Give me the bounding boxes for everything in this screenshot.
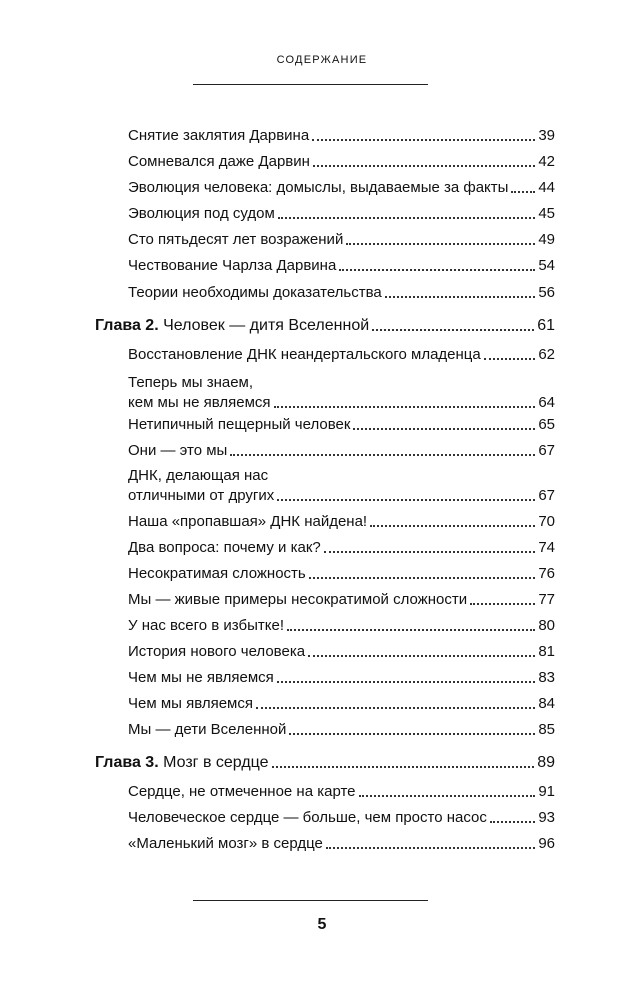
running-head: СОДЕРЖАНИЕ (276, 54, 368, 66)
dot-leader (324, 551, 536, 553)
toc-entry[interactable] (128, 668, 555, 688)
toc-entry[interactable] (128, 616, 555, 636)
toc-entry-title: Сомневался даже Дарвин (128, 153, 310, 170)
toc-entry[interactable] (128, 415, 555, 435)
dot-leader (272, 766, 535, 768)
dot-leader (326, 847, 535, 849)
toc-entry-title: Эволюция под судом (128, 205, 275, 222)
toc-entry-title: Теории необходимы доказательства (128, 284, 382, 301)
toc-chapter-3[interactable] (95, 753, 555, 773)
toc-entry-title: Снятие заклятия Дарвина (128, 127, 310, 144)
toc-entry-title: Они — это мы (128, 442, 228, 459)
toc-entry-title: Нетипичный пещерный человек (128, 416, 351, 433)
toc-entry-page: 44 (538, 179, 555, 196)
toc-entry[interactable] (128, 808, 555, 828)
dot-leader (490, 821, 535, 823)
toc-entry-title: У нас всего в избытке! (128, 617, 284, 634)
dot-leader (370, 525, 535, 527)
toc-entry-page: 96 (538, 835, 555, 852)
toc-entry[interactable] (128, 642, 555, 662)
chapter-heading (95, 316, 371, 336)
toc-entry-page: 64 (538, 394, 555, 411)
toc-entry-page: 91 (538, 783, 555, 800)
toc-entry-page: 74 (538, 539, 555, 556)
chapter-label: Глава 2. (95, 317, 159, 334)
toc-entry[interactable] (128, 720, 555, 740)
toc-entry-title: Восстановление ДНК неандертальского младенца (128, 346, 481, 363)
toc-chapter-2[interactable] (95, 316, 555, 336)
toc-entry-multiline[interactable] (128, 466, 555, 506)
toc-entry-title: Человеческое сердце — больше, чем просто насос (128, 809, 487, 826)
dot-leader (353, 428, 535, 430)
dot-leader (287, 629, 535, 631)
dot-leader (309, 577, 536, 579)
toc-entry-page: 84 (538, 695, 555, 712)
toc-entry[interactable] (128, 152, 555, 172)
toc-entry[interactable] (128, 564, 555, 584)
toc-entry-title: Несократимая сложность (128, 565, 306, 582)
dot-leader (278, 217, 535, 219)
toc-entry[interactable] (128, 782, 555, 802)
toc-entry-page: 67 (538, 442, 555, 459)
toc-entry-page: 85 (538, 721, 555, 738)
toc-entry[interactable] (128, 256, 555, 276)
toc-entry-page: 81 (538, 643, 555, 660)
toc-entry-page: 62 (538, 346, 555, 363)
toc-entry-page: 67 (538, 487, 555, 504)
dot-leader (277, 681, 536, 683)
chapter-title: Человек — дитя Вселенной (163, 317, 370, 334)
toc-entry[interactable] (128, 126, 555, 146)
chapter-heading (95, 753, 271, 773)
toc-entry-page: 76 (538, 565, 555, 582)
toc-entry-title: Чем мы являемся (128, 695, 253, 712)
toc-entry-page: 77 (538, 591, 555, 608)
toc-entry-page: 83 (538, 669, 555, 686)
dot-leader (289, 733, 535, 735)
toc-entry-title: Мы — дети Вселенной (128, 721, 287, 738)
dot-leader (274, 406, 536, 408)
toc-entry-page: 42 (538, 153, 555, 170)
toc-entry-title: Чествование Чарлза Дарвина (128, 257, 337, 274)
dot-leader (372, 329, 534, 331)
chapter-title: Мозг в сердце (163, 754, 269, 771)
toc-entry[interactable] (128, 538, 555, 558)
toc-entry[interactable] (128, 694, 555, 714)
toc-entry[interactable] (128, 512, 555, 532)
toc-entry-title: История нового человека (128, 643, 306, 660)
dot-leader (470, 603, 535, 605)
toc-entry-title: Мы — живые примеры несократимой сложности (128, 591, 468, 608)
dot-leader (308, 655, 535, 657)
toc-entry[interactable] (128, 590, 555, 610)
toc-entry-page: 54 (538, 257, 555, 274)
toc-entry-page: 45 (538, 205, 555, 222)
toc-entry-title: кем мы не являемся (128, 394, 271, 411)
toc-entry-title-line1: ДНК, делающая нас (128, 467, 269, 484)
toc-entry-title: Эволюция человека: домыслы, выдаваемые за факты (128, 179, 509, 196)
toc-entry-page: 39 (538, 127, 555, 144)
dot-leader (511, 191, 535, 193)
dot-leader (312, 139, 535, 141)
toc-entry[interactable] (128, 204, 555, 224)
toc-entry[interactable] (128, 345, 555, 365)
toc-entry[interactable] (128, 283, 555, 303)
dot-leader (346, 243, 535, 245)
toc-entry-title-line1: Теперь мы знаем, (128, 374, 254, 391)
toc-entry[interactable] (128, 441, 555, 461)
toc-entry[interactable] (128, 178, 555, 198)
dot-leader (359, 795, 536, 797)
toc-entry-title: Сердце, не отмеченное на карте (128, 783, 356, 800)
toc-entry-page: 93 (538, 809, 555, 826)
dot-leader (256, 707, 535, 709)
toc-entry-title: Сто пятьдесят лет возражений (128, 231, 344, 248)
toc-entry[interactable] (128, 230, 555, 250)
dot-leader (339, 269, 535, 271)
page-number: 5 (317, 916, 327, 933)
toc-entry[interactable] (128, 834, 555, 854)
dot-leader (230, 454, 535, 456)
toc-entry-page: 70 (538, 513, 555, 530)
toc-entry-page: 56 (538, 284, 555, 301)
toc-entry-title: Наша «пропавшая» ДНК найдена! (128, 513, 368, 530)
dot-leader (385, 296, 536, 298)
toc-entry-page: 80 (538, 617, 555, 634)
toc-entry-page: 61 (537, 317, 555, 334)
toc-entry-multiline[interactable] (128, 373, 555, 413)
toc-entry-title: Чем мы не являемся (128, 669, 274, 686)
top-rule (193, 84, 428, 85)
toc-entry-title: «Маленький мозг» в сердце (128, 835, 323, 852)
dot-leader (484, 358, 536, 360)
chapter-label: Глава 3. (95, 754, 159, 771)
toc-entry-title: Два вопроса: почему и как? (128, 539, 321, 556)
dot-leader (277, 499, 535, 501)
toc-entry-title: отличными от других (128, 487, 275, 504)
toc-entry-page: 65 (538, 416, 555, 433)
dot-leader (313, 165, 535, 167)
toc-entry-page: 89 (537, 754, 555, 771)
toc-entry-page: 49 (538, 231, 555, 248)
bottom-rule (193, 900, 428, 901)
